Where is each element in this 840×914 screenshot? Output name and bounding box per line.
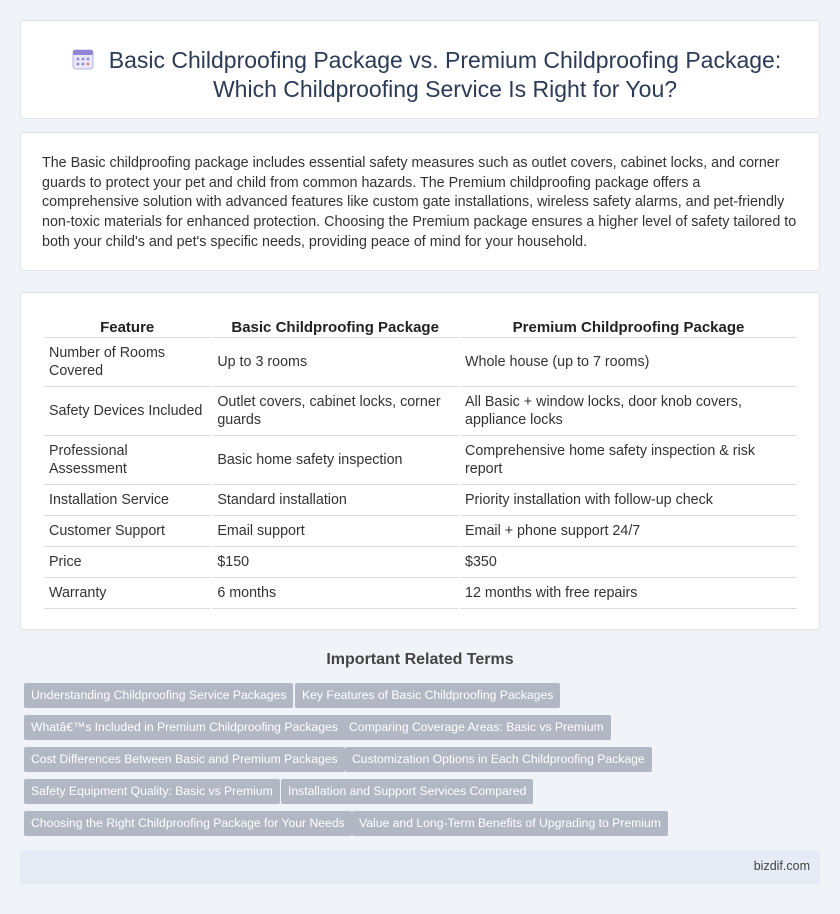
related-term-tag[interactable]: Value and Long-Term Benefits of Upgrading to Premium (352, 811, 668, 836)
table-cell: $150 (212, 547, 458, 578)
related-term-tag[interactable]: Understanding Childproofing Service Packages (24, 683, 293, 708)
table-row (44, 516, 797, 547)
table-cell: Priority installation with follow-up check (460, 485, 797, 516)
table-row (44, 547, 797, 578)
table-row (44, 387, 797, 436)
table-cell: Basic home safety inspection (212, 436, 458, 485)
table-row (44, 578, 797, 609)
table-cell: Outlet covers, cabinet locks, corner guards (212, 387, 458, 436)
table-cell: Installation Service (44, 485, 210, 516)
header-basic: Basic Childproofing Package (212, 314, 458, 338)
table-cell: Email + phone support 24/7 (460, 516, 797, 547)
comparison-table (42, 314, 799, 609)
footer-site-name: bizdif.com (753, 859, 810, 873)
related-term-tag[interactable]: Installation and Support Services Compared (281, 779, 533, 804)
title-card (20, 20, 820, 119)
page-title: Basic Childproofing Package vs. Premium Childproofing Package: Which Childproofing Service Is Right for You? (108, 47, 782, 102)
comparison-table-card (20, 292, 820, 630)
related-term-tag[interactable]: Customization Options in Each Childproofing Package (345, 747, 652, 772)
table-header-row (44, 314, 797, 338)
table-row (44, 436, 797, 485)
related-term-tag[interactable]: Comparing Coverage Areas: Basic vs Premium (342, 715, 611, 740)
table-cell: Number of Rooms Covered (44, 338, 210, 387)
table-cell: Warranty (44, 578, 210, 609)
table-cell: Safety Devices Included (44, 387, 210, 436)
table-row (44, 485, 797, 516)
table-cell: Whole house (up to 7 rooms) (460, 338, 797, 387)
related-terms-heading: Important Related Terms (326, 651, 514, 668)
header-feature: Feature (44, 314, 210, 338)
related-term-tag[interactable]: Whatâ€™s Included in Premium Childproofing Packages (24, 715, 345, 740)
header-premium: Premium Childproofing Package (460, 314, 797, 338)
table-cell: Standard installation (212, 485, 458, 516)
table-cell: Up to 3 rooms (212, 338, 458, 387)
related-term-tag[interactable]: Choosing the Right Childproofing Package for Your Needs (24, 811, 352, 836)
table-cell: Professional Assessment (44, 436, 210, 485)
table-cell: Email support (212, 516, 458, 547)
table-cell: 12 months with free repairs (460, 578, 797, 609)
description-text: The Basic childproofing package includes essential safety measures such as outlet covers, cabinet locks, and corner guards to protect your pet and child from common hazards. The Premium childproofing package offers a comprehensive solution with advanced features like custom gate installations, wireless safety alarms, and pet-friendly non-toxic materials for enhanced protection. Choosing the Premium package ensures a higher level of safety tailored to both your child's and pet's specific needs, providing peace of mind for your household. (42, 155, 797, 250)
table-cell: Price (44, 547, 210, 578)
table-row (44, 338, 797, 387)
related-term-tag[interactable]: Safety Equipment Quality: Basic vs Premium (24, 779, 280, 804)
footer-bar (20, 850, 820, 884)
table-cell: All Basic + window locks, door knob covers, appliance locks (460, 387, 797, 436)
table-cell: $350 (460, 547, 797, 578)
table-cell: Comprehensive home safety inspection & risk report (460, 436, 797, 485)
description-card (20, 132, 820, 271)
table-cell: Customer Support (44, 516, 210, 547)
table-cell: 6 months (212, 578, 458, 609)
related-term-tag[interactable]: Cost Differences Between Basic and Premium Packages (24, 747, 345, 772)
related-term-tag[interactable]: Key Features of Basic Childproofing Packages (295, 683, 560, 708)
